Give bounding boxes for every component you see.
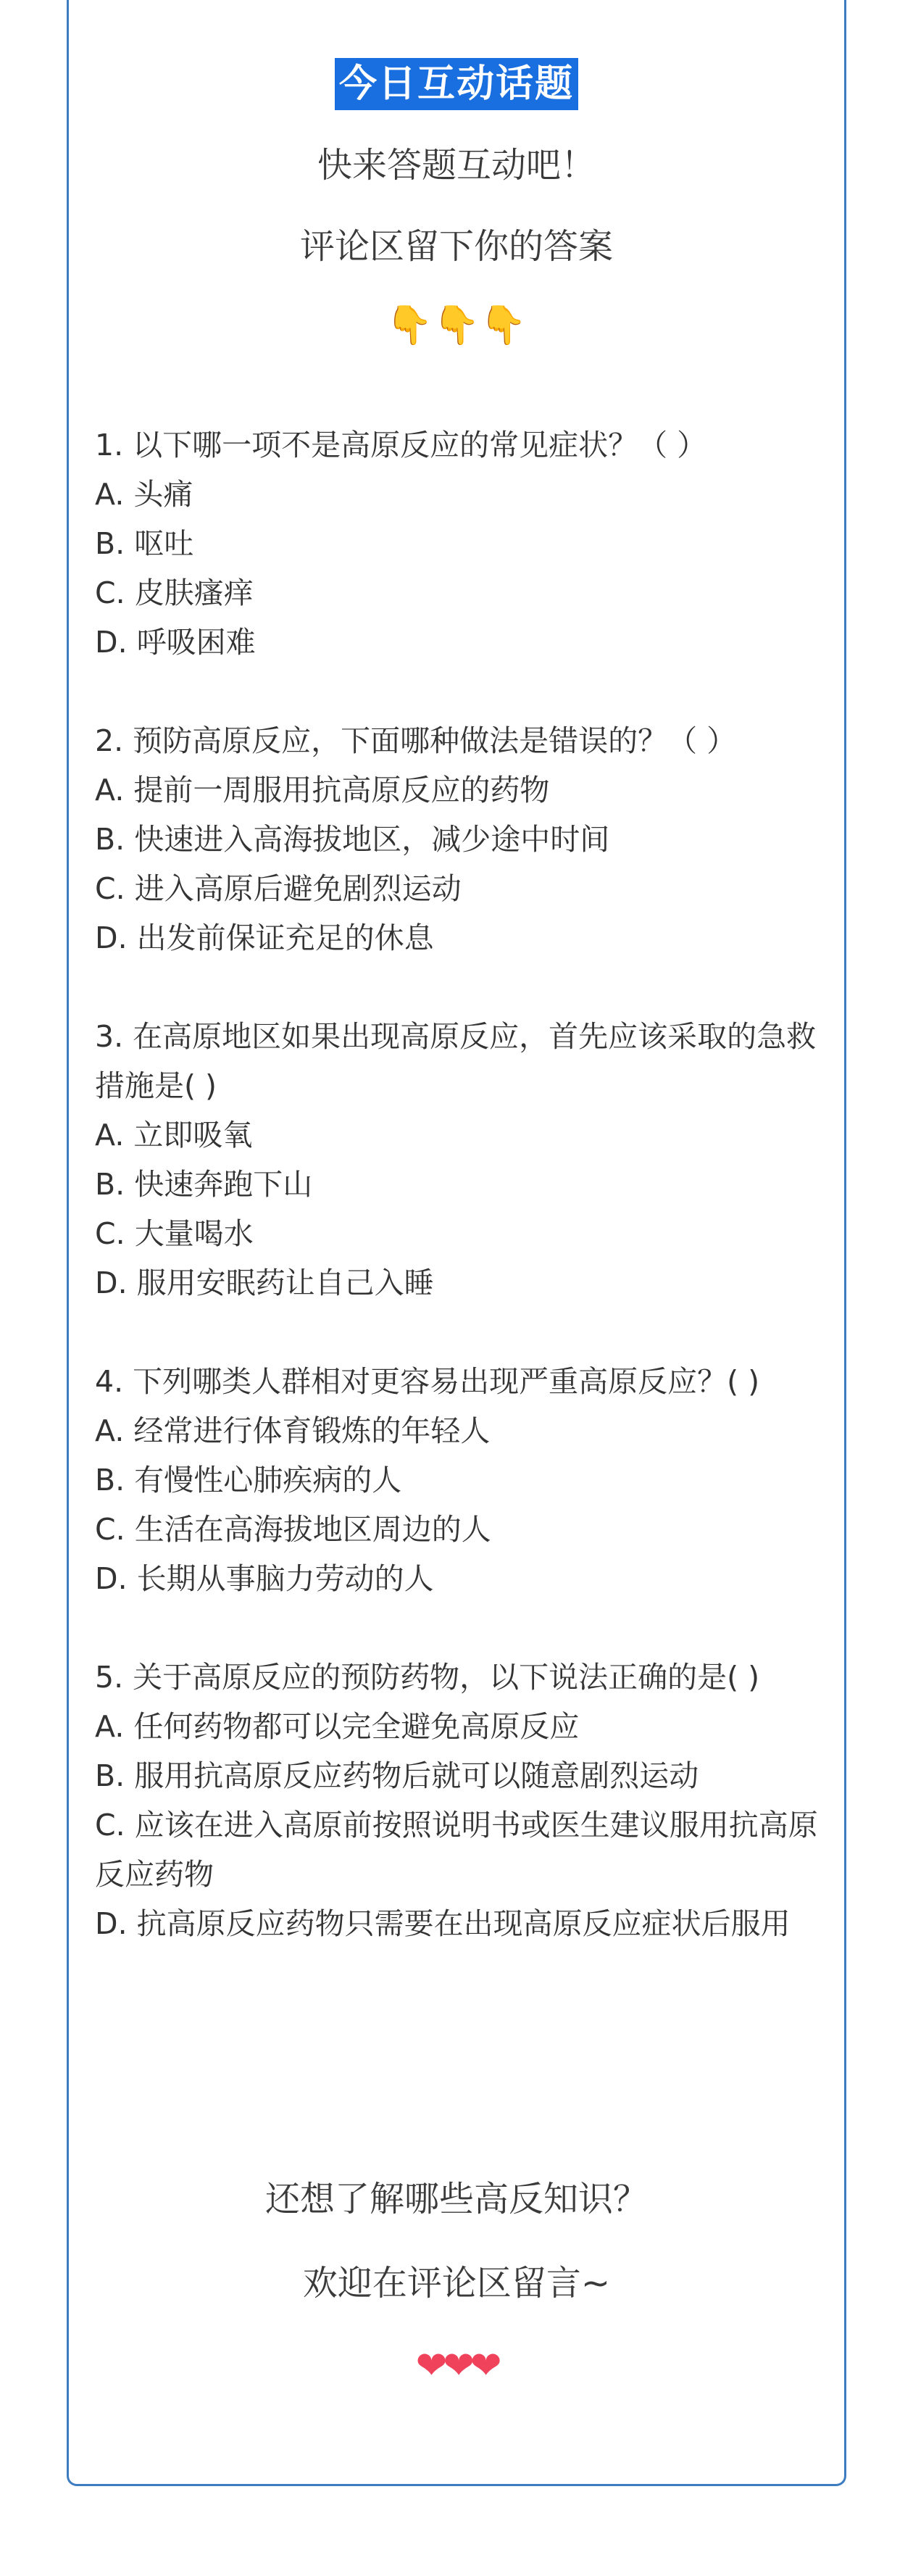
option-c: C. 进入高原后避免剧烈运动 [95,871,462,906]
content-card [67,0,846,2486]
question-5 [95,1653,827,1948]
pointing-down-icons: 👇👇👇 [385,304,528,347]
heart-icons: ❤❤❤ [415,2344,498,2388]
question-list [95,420,827,1998]
footer [69,2174,844,2388]
option-b: B. 快速进入高海拔地区，减少途中时间 [95,822,610,857]
option-a: A. 任何药物都可以完全避免高原反应 [95,1709,580,1744]
subtitle-answer-prompt: 快来答题互动吧！ [317,145,596,186]
question-2 [95,716,827,963]
option-a: A. 提前一周服用抗高原反应的药物 [95,773,550,807]
option-d: D. 呼吸困难 [95,625,256,660]
question-text: 1. 以下哪一项不是高原反应的常见症状？（ ） [95,428,707,462]
option-d: D. 服用安眠药让自己入睡 [95,1266,434,1300]
option-c: C. 生活在高海拔地区周边的人 [95,1512,491,1547]
question-1 [95,420,827,667]
option-a: A. 头痛 [95,477,193,512]
page-title: 今日互动话题 [335,58,578,110]
option-a: A. 经常进行体育锻炼的年轻人 [95,1413,491,1448]
option-b: B. 快速奔跑下山 [95,1167,313,1202]
option-d: D. 抗高原反应药物只需要在出现高原反应症状后服用 [95,1906,791,1941]
header [69,58,844,348]
option-a: A. 立即吸氧 [95,1118,253,1152]
question-text: 4. 下列哪类人群相对更容易出现严重高原反应？( ) [95,1364,760,1399]
question-4 [95,1357,827,1603]
subtitle-comment-prompt: 评论区留下你的答案 [299,226,613,267]
footer-invite: 欢迎在评论区留言~ [302,2263,611,2303]
option-b: B. 有慢性心肺疾病的人 [95,1463,402,1497]
option-d: D. 出发前保证充足的休息 [95,921,434,955]
option-c: C. 皮肤瘙痒 [95,576,254,610]
question-text: 5. 关于高原反应的预防药物，以下说法正确的是( ) [95,1660,760,1695]
option-b: B. 呕吐 [95,526,194,561]
question-text: 3. 在高原地区如果出现高原反应，首先应该采取的急救措施是( ) [95,1019,817,1103]
option-c: C. 大量喝水 [95,1216,254,1251]
option-b: B. 服用抗高原反应药物后就可以随意剧烈运动 [95,1758,699,1793]
option-d: D. 长期从事脑力劳动的人 [95,1561,434,1596]
footer-question: 还想了解哪些高反知识？ [264,2179,648,2219]
question-3 [95,1012,827,1308]
question-text: 2. 预防高原反应，下面哪种做法是错误的？（ ） [95,723,737,758]
option-c: C. 应该在进入高原前按照说明书或医生建议服用抗高原反应药物 [95,1808,818,1892]
